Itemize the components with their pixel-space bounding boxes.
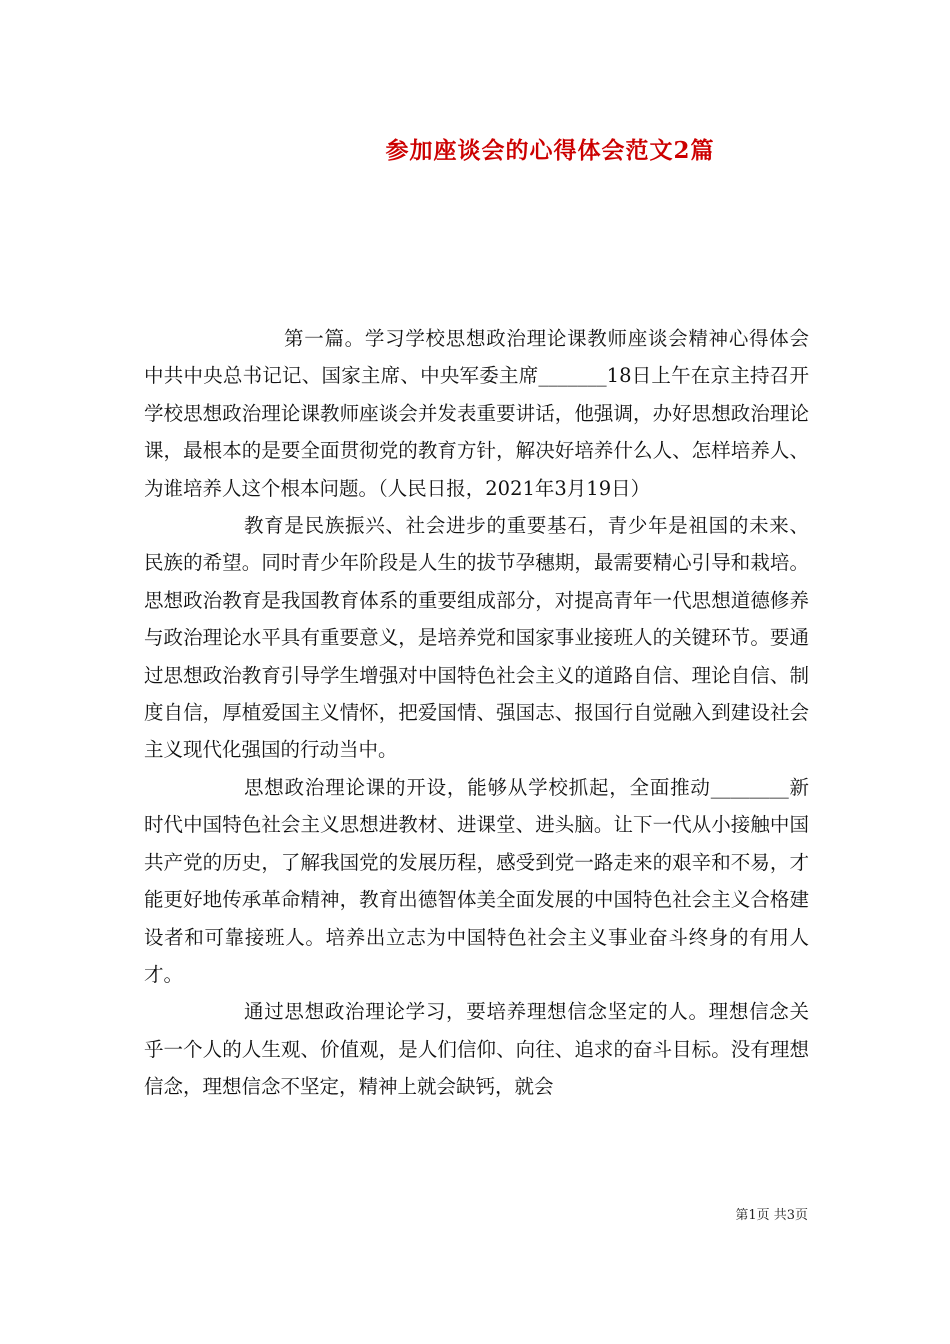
paragraph-2: 教育是民族振兴、社会进步的重要基石，青少年是祖国的未来、民族的希望。同时青少年阶段是人生的拔节孕穗期，最需要精心引导和栽培。思想政治教育是我国教育体系的重要组成部分，对提高青年一代思想道德修养与政治理论水平具有重要意义，是培养党和国家事业接班人的关键环节。要通过思想政治教育引导学生增强对中国特色社会主义的道路自信、理论自信、制度自信，厚植爱国主义情怀，把爱国情、强国志、报国行自觉融入到建设社会主义现代化强国的行动当中。: [144, 514, 809, 762]
document-body: [144, 320, 809, 1106]
paragraph-1: 第一篇。学习学校思想政治理论课教师座谈会精神心得体会中共中央总书记记、国家主席、中央军委主席_______18日上午在京主持召开学校思想政治理论课教师座谈会并发表重要讲话，他强调，办好思想政治理论课，最根本的是要全面贯彻党的教育方针，解决好培养什么人、怎样培养人、为谁培养人这个根本问题。（人民日报，2021年3月19日）: [144, 327, 809, 500]
page-number-footer: 第1页 共3页: [735, 1208, 808, 1223]
paragraph-3: 思想政治理论课的开设，能够从学校抓起，全面推动________新时代中国特色社会主义思想进教材、进课堂、进头脑。让下一代从小接触中国共产党的历史，了解我国党的发展历程，感受到党一路走来的艰辛和不易，才能更好地传承革命精神，教育出德智体美全面发展的中国特色社会主义合格建设者和可靠接班人。培养出立志为中国特色社会主义事业奋斗终身的有用人才。: [144, 775, 809, 986]
document-title: 参加座谈会的心得体会范文2篇: [385, 137, 715, 164]
paragraph-4: 通过思想政治理论学习，要培养理想信念坚定的人。理想信念关乎一个人的人生观、价值观，是人们信仰、向往、追求的奋斗目标。没有理想信念，理想信念不坚定，精神上就会缺钙，就会: [144, 1000, 809, 1099]
